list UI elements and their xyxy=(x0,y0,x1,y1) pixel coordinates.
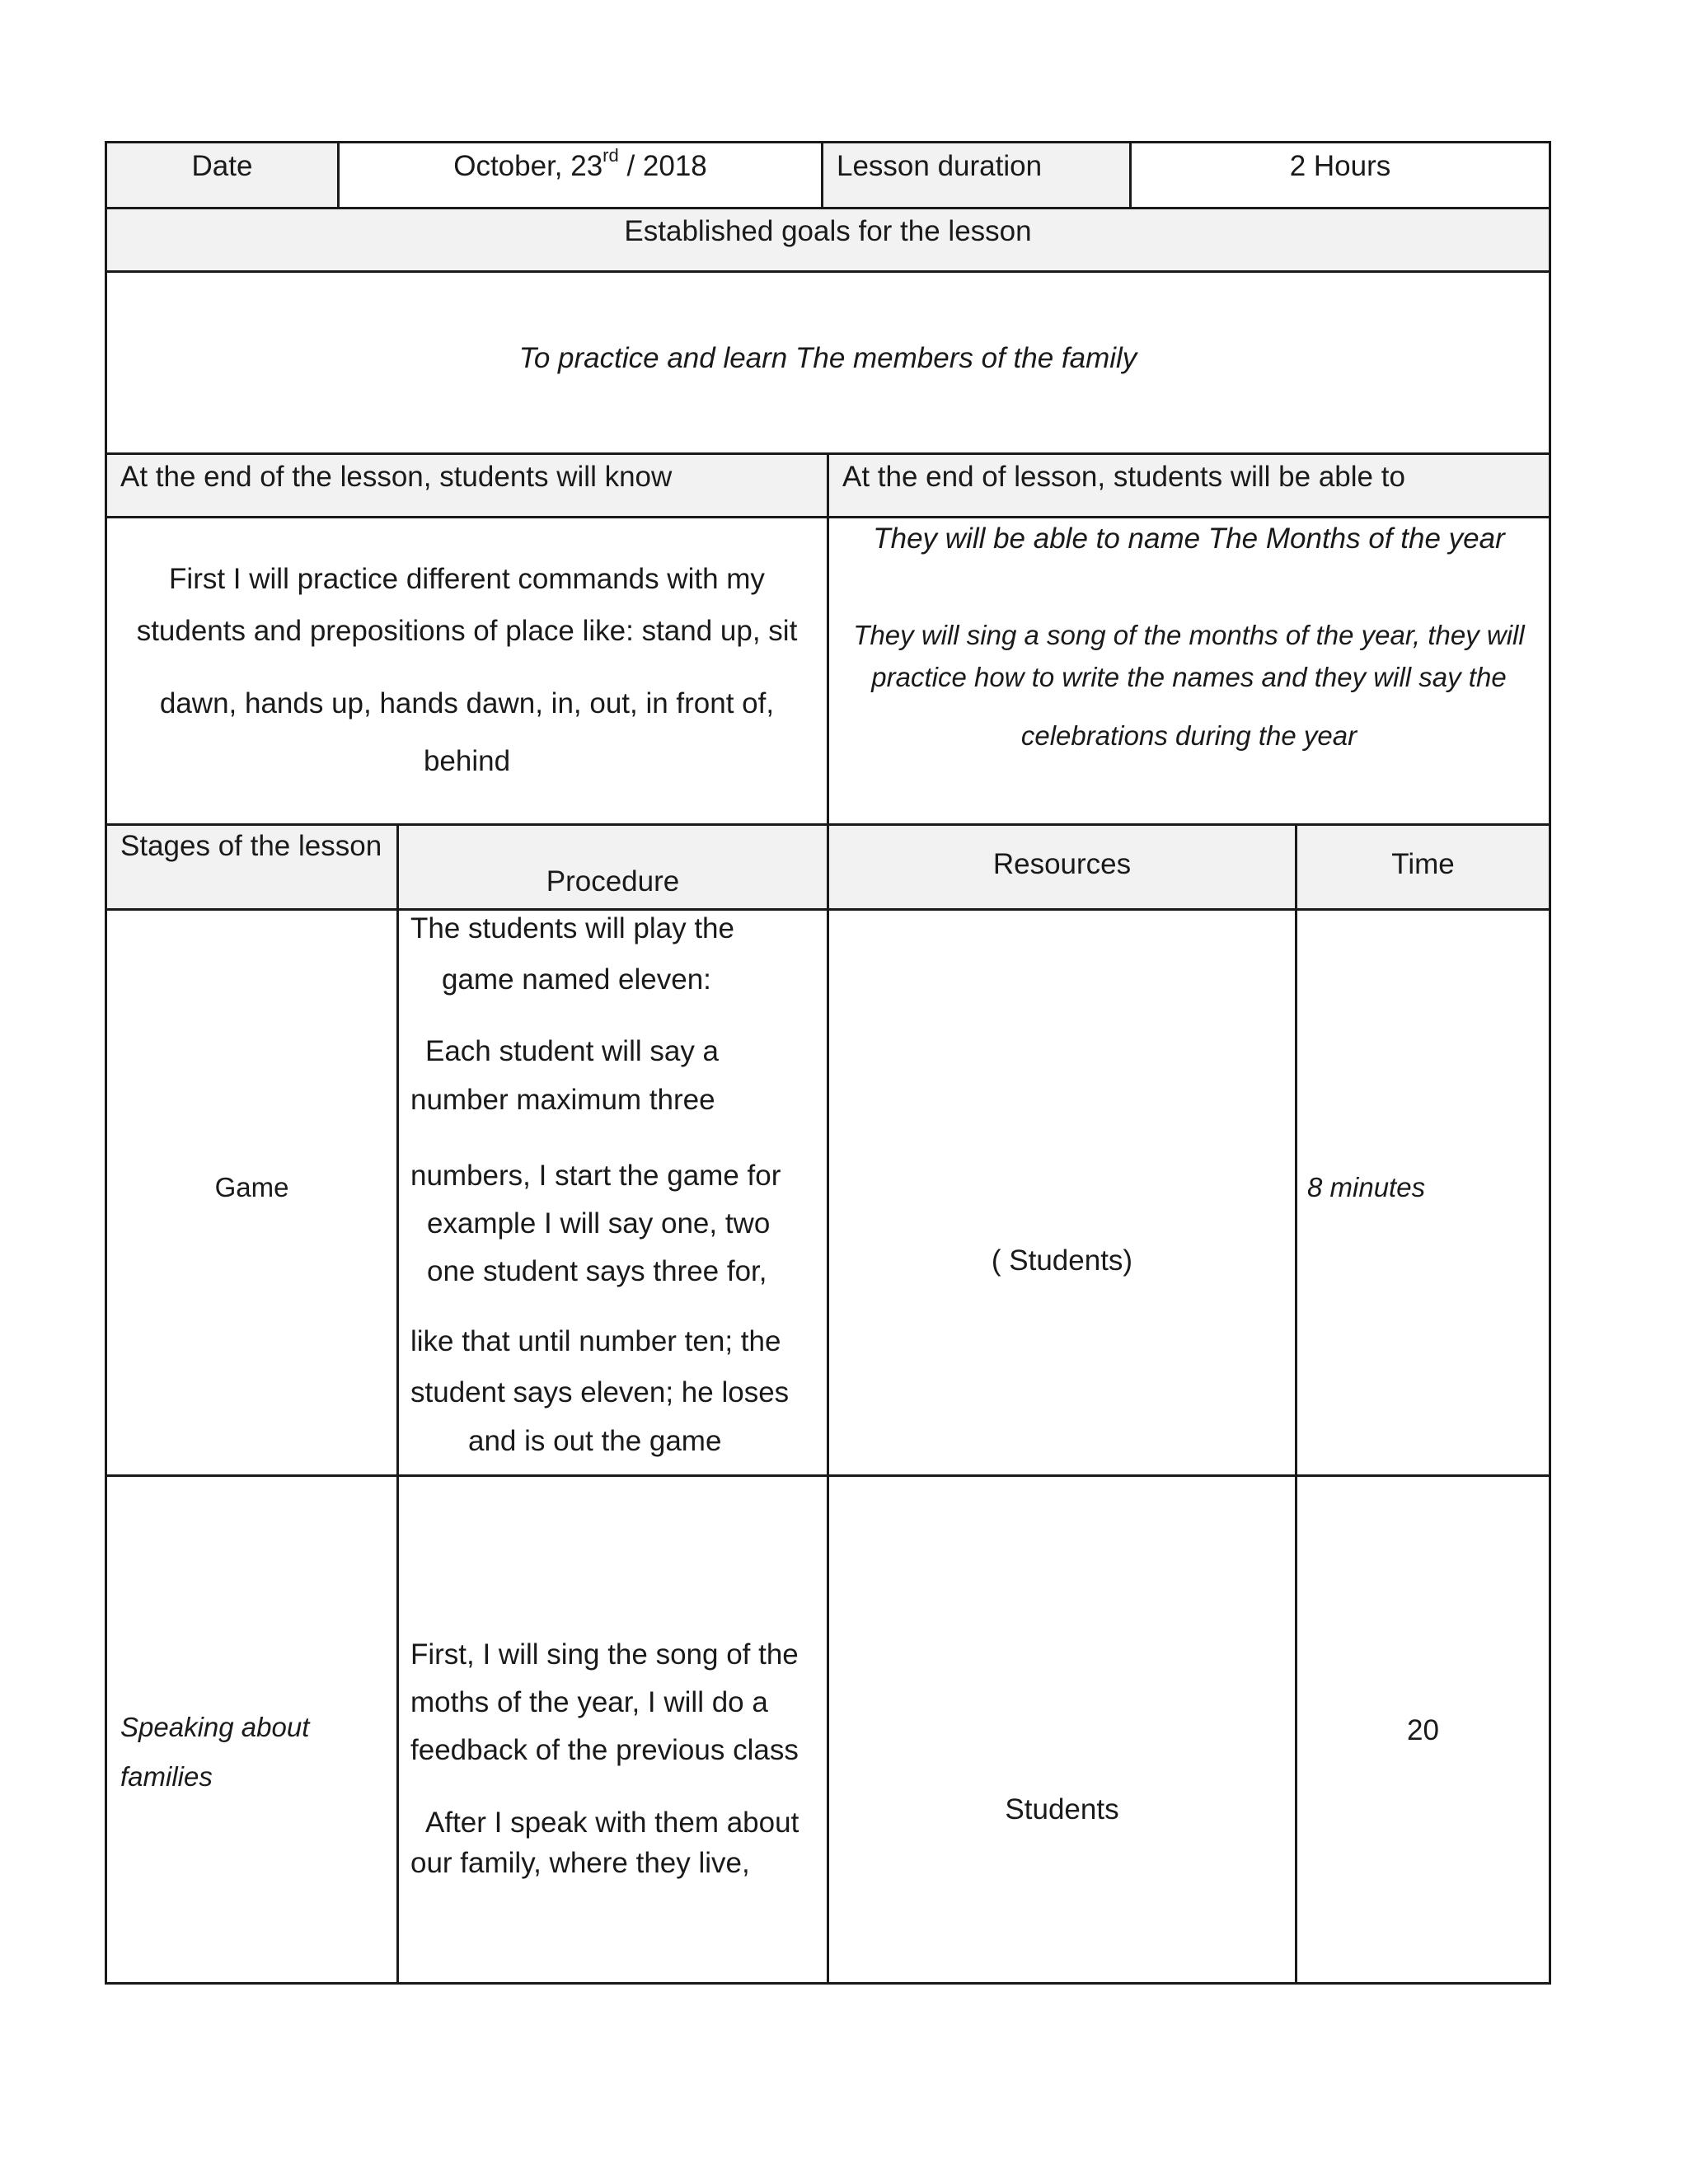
procedure-header: Procedure xyxy=(546,865,680,898)
know-heading: At the end of the lesson, students will know xyxy=(120,461,673,493)
procedure-line: The students will play the xyxy=(410,912,734,944)
stage-header: Stages of the lesson xyxy=(120,830,382,862)
families-stage-line: families xyxy=(120,1761,213,1792)
game-resources-cell xyxy=(827,908,1297,1477)
duration-value-cell xyxy=(1129,141,1551,209)
procedure-line: example I will say one, two xyxy=(427,1207,771,1240)
able-heading: At the end of lesson, students will be able to xyxy=(842,461,1405,493)
time-header-cell xyxy=(1295,823,1551,911)
procedure-line: one student says three for, xyxy=(427,1255,767,1287)
procedure-line: numbers, I start the game for xyxy=(410,1160,781,1192)
date-value xyxy=(340,145,821,183)
able-line: They will be able to name The Months of the year xyxy=(873,523,1505,555)
know-line: dawn, hands up, hands dawn, in, out, in front of, xyxy=(159,687,775,719)
game-procedure-cell xyxy=(396,908,829,1477)
procedure-line: game named eleven: xyxy=(442,963,711,996)
procedure-header-cell xyxy=(396,823,829,911)
goals-heading-cell xyxy=(105,207,1551,273)
duration-value: 2 Hours xyxy=(1289,150,1391,182)
duration-label-cell xyxy=(821,141,1132,209)
game-stage: Game xyxy=(214,1172,289,1202)
procedure-line: number maximum three xyxy=(410,1084,715,1116)
able-line: celebrations during the year xyxy=(1020,720,1357,751)
game-resources: ( Students) xyxy=(991,1244,1133,1277)
game-stage-cell xyxy=(105,908,399,1477)
procedure-line: feedback of the previous class xyxy=(410,1734,799,1766)
know-line: behind xyxy=(423,745,511,777)
procedure-line: and is out the game xyxy=(468,1425,722,1457)
date-label-cell xyxy=(105,141,340,209)
families-time-cell xyxy=(1295,1474,1551,1985)
procedure-line: moths of the year, I will do a xyxy=(410,1686,768,1718)
game-time-cell xyxy=(1295,908,1551,1477)
know-heading-cell xyxy=(105,452,829,518)
able-line: They will sing a song of the months of the year, they will xyxy=(853,620,1525,650)
procedure-line: our family, where they live, xyxy=(410,1847,750,1879)
families-resources: Students xyxy=(1005,1793,1119,1825)
time-header: Time xyxy=(1391,848,1455,880)
goals-heading: Established goals for the lesson xyxy=(624,215,1032,247)
families-time: 20 xyxy=(1407,1714,1439,1746)
families-resources-cell xyxy=(827,1474,1297,1985)
resources-header-cell xyxy=(827,823,1297,911)
resources-header: Resources xyxy=(992,848,1132,880)
duration-label: Lesson duration xyxy=(837,150,1043,182)
procedure-line: Each student will say a xyxy=(425,1035,720,1067)
families-stage-line: Speaking about xyxy=(120,1712,310,1742)
families-stage-cell xyxy=(105,1474,399,1985)
date-label: Date xyxy=(191,150,253,182)
goals-text-cell xyxy=(105,270,1551,455)
procedure-line: student says eleven; he loses xyxy=(410,1376,790,1408)
date-value-prefix: October, 23 xyxy=(453,150,603,182)
able-line: practice how to write the names and they will say the xyxy=(871,662,1507,692)
able-heading-cell xyxy=(827,452,1551,518)
procedure-line: like that until number ten; the xyxy=(410,1325,781,1357)
date-value-suffix: / 2018 xyxy=(618,150,707,182)
goals-text: To practice and learn The members of the family xyxy=(518,342,1137,374)
families-procedure-cell xyxy=(396,1474,829,1985)
date-value-ordinal: rd xyxy=(603,145,619,166)
know-content-cell xyxy=(105,516,829,826)
able-content-cell xyxy=(827,516,1551,826)
date-value-cell xyxy=(337,141,823,209)
stage-header-cell xyxy=(105,823,399,911)
game-time: 8 minutes xyxy=(1307,1172,1426,1202)
know-line: students and prepositions of place like: stand up, sit xyxy=(136,615,798,647)
procedure-line: First, I will sing the song of the xyxy=(410,1638,799,1671)
procedure-line: After I speak with them about xyxy=(425,1807,799,1839)
know-line: First I will practice different commands with my xyxy=(169,563,765,595)
